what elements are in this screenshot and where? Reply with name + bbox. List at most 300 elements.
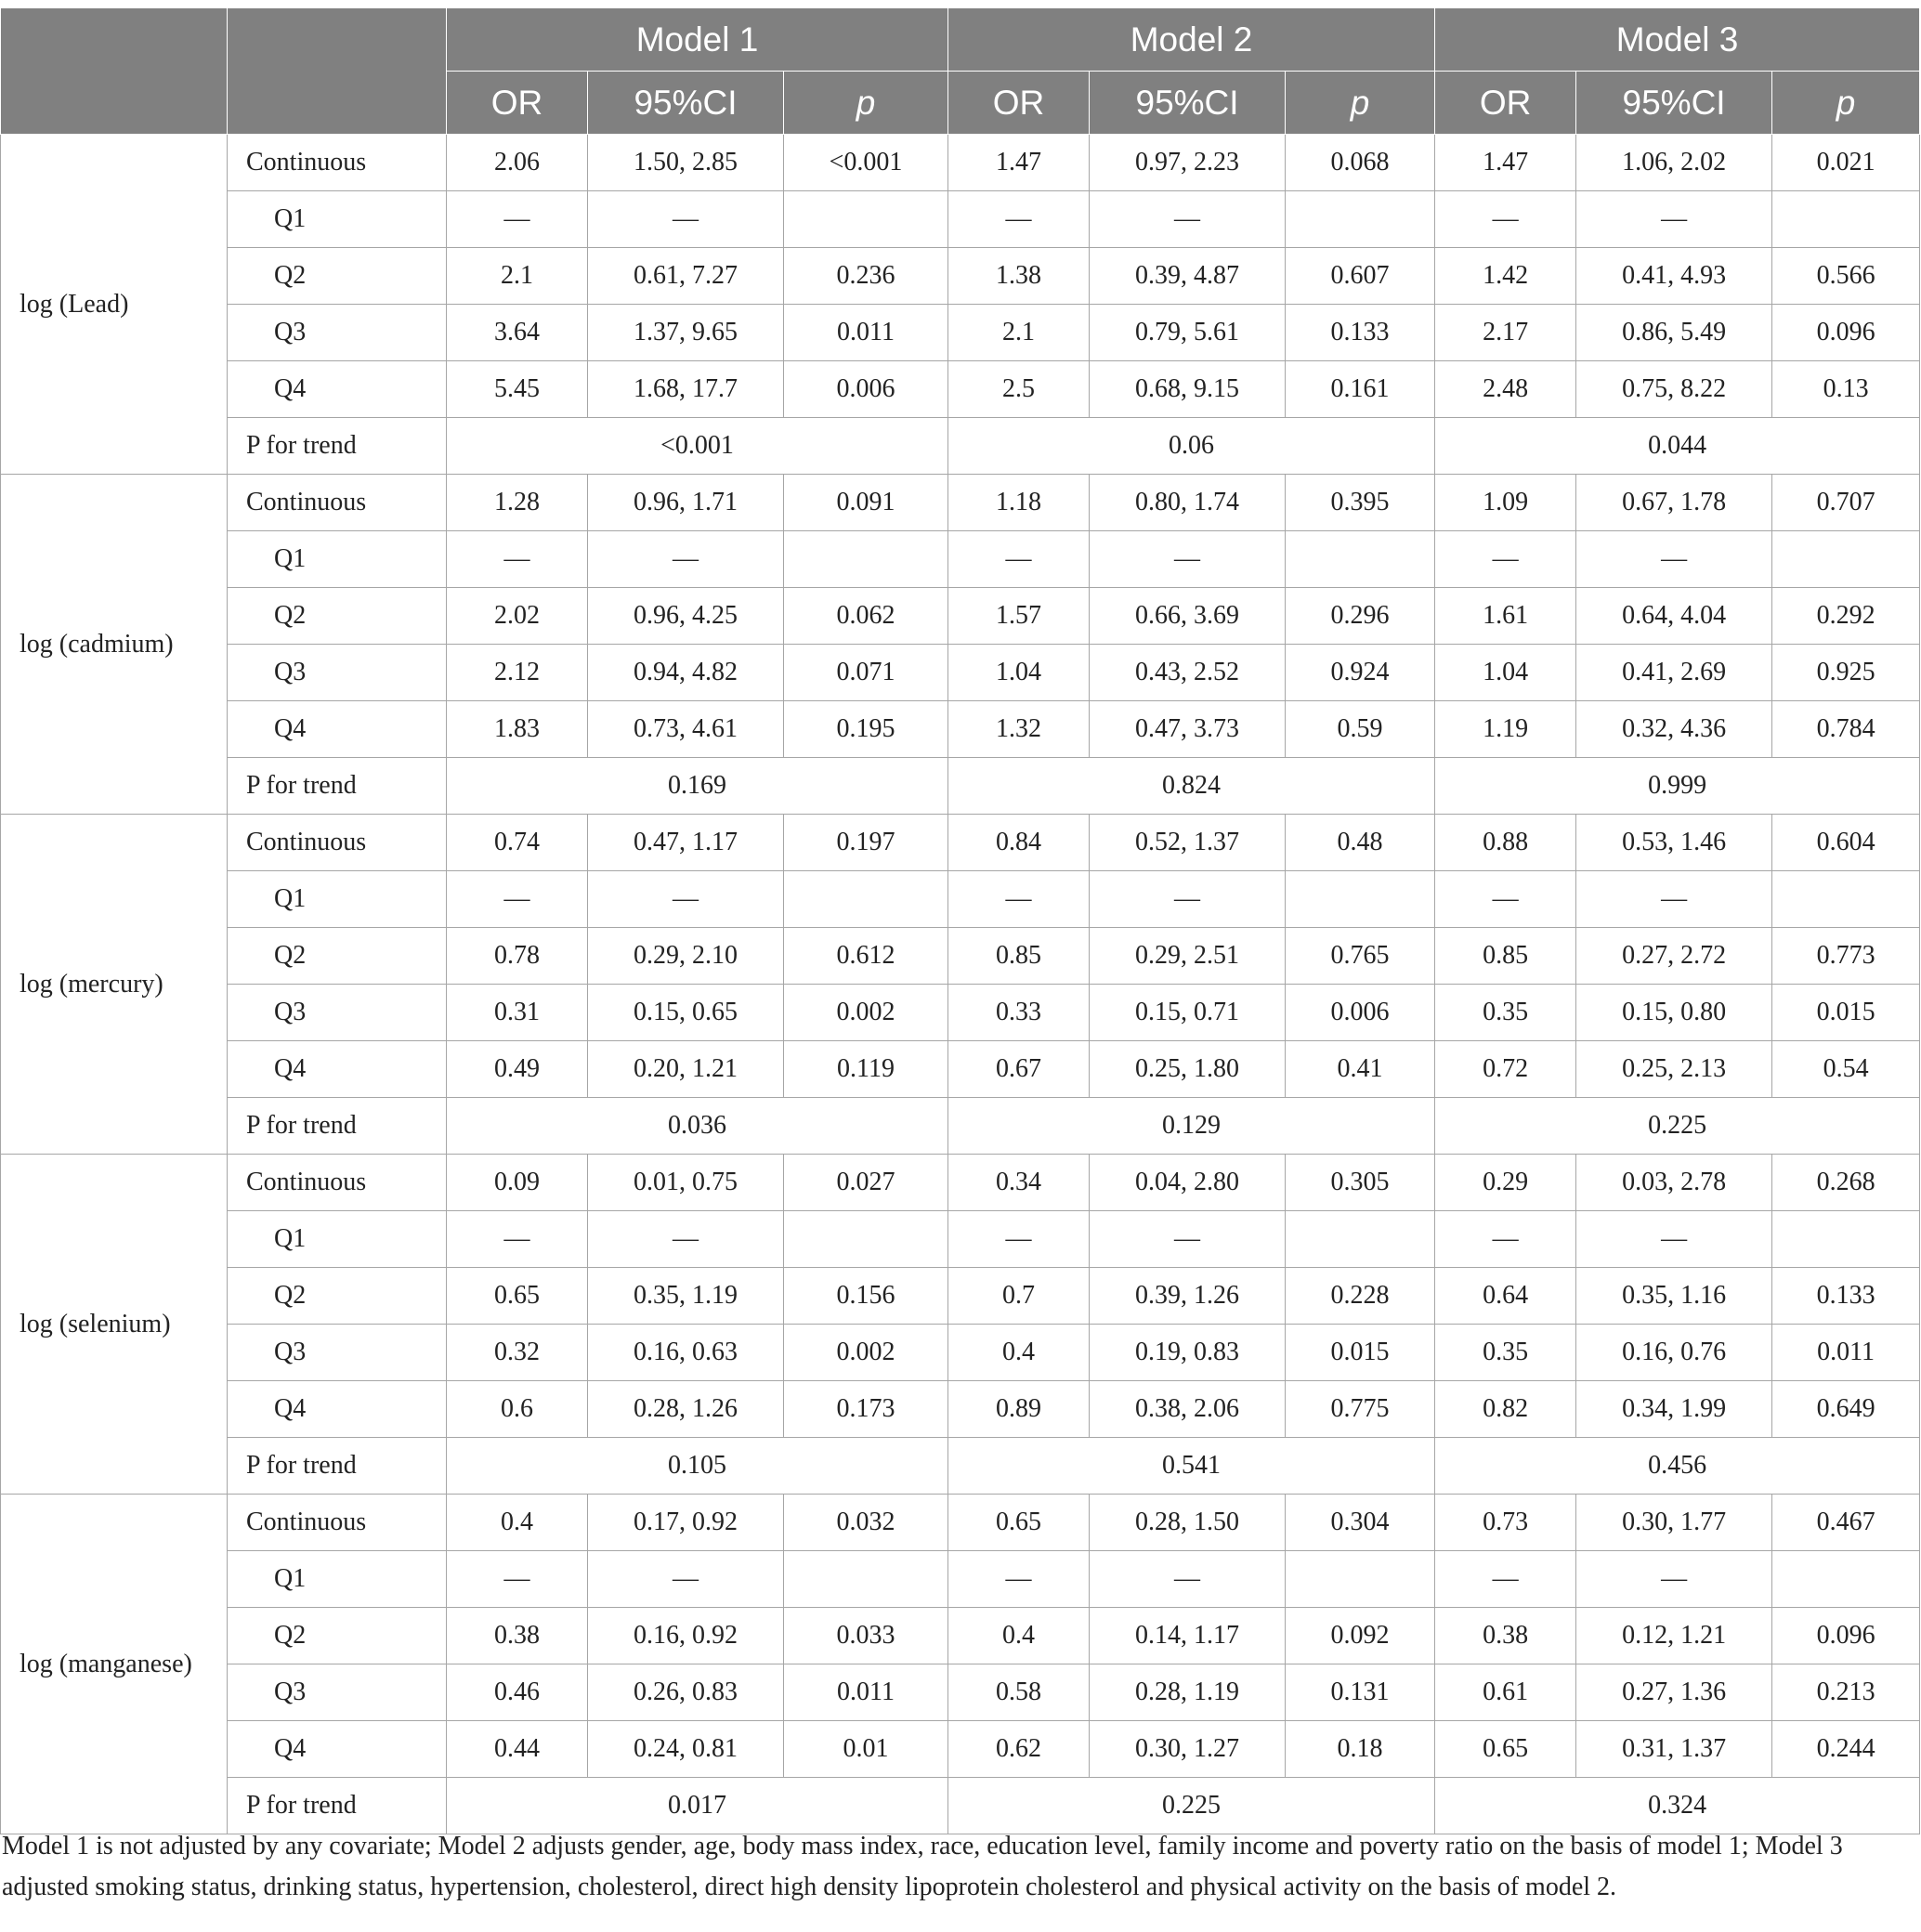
m3-p-cell	[1772, 531, 1920, 588]
trend-value-model-3: 0.225	[1435, 1098, 1920, 1155]
row-label-cell: Q4	[228, 701, 447, 758]
m2-p-cell: 0.068	[1286, 135, 1435, 191]
table-row	[1, 135, 1920, 191]
table-row	[1, 1211, 1920, 1268]
m2-ci-cell: 0.14, 1.17	[1090, 1608, 1286, 1664]
row-label-cell: Continuous	[228, 475, 447, 531]
trend-row	[1, 1438, 1920, 1495]
row-label-cell: Q2	[228, 1608, 447, 1664]
header-model-2: Model 2	[948, 8, 1435, 72]
trend-value-model-3: 0.324	[1435, 1778, 1920, 1834]
table-row	[1, 531, 1920, 588]
m2-p-cell: 0.015	[1286, 1325, 1435, 1381]
m2-or-cell: 2.1	[948, 305, 1090, 361]
table-row	[1, 1664, 1920, 1721]
variable-name-cell: log (selenium)	[1, 1155, 228, 1495]
header-m1-ci: 95%CI	[588, 72, 784, 135]
m2-or-cell: 0.62	[948, 1721, 1090, 1778]
m3-p-cell: 0.773	[1772, 928, 1920, 985]
table-row	[1, 701, 1920, 758]
trend-value-model-2: 0.824	[948, 758, 1435, 815]
header-m3-ci: 95%CI	[1576, 72, 1772, 135]
m1-p-cell	[784, 191, 948, 248]
m3-or-cell: —	[1435, 1211, 1576, 1268]
m3-ci-cell: 0.86, 5.49	[1576, 305, 1772, 361]
row-label-cell: Q4	[228, 1041, 447, 1098]
m2-or-cell: 0.65	[948, 1495, 1090, 1551]
m1-p-cell: 0.006	[784, 361, 948, 418]
m3-ci-cell: 0.12, 1.21	[1576, 1608, 1772, 1664]
m2-p-cell: 0.607	[1286, 248, 1435, 305]
trend-value-model-2: 0.129	[948, 1098, 1435, 1155]
m2-ci-cell: 0.15, 0.71	[1090, 985, 1286, 1041]
m1-or-cell: 5.45	[447, 361, 588, 418]
table-row	[1, 645, 1920, 701]
m1-ci-cell: 1.50, 2.85	[588, 135, 784, 191]
m2-or-cell: 0.84	[948, 815, 1090, 871]
m3-ci-cell: 0.16, 0.76	[1576, 1325, 1772, 1381]
m2-p-cell: 0.305	[1286, 1155, 1435, 1211]
table-footnote: Model 1 is not adjusted by any covariate; Model 2 adjusts gender, age, body mass index, race, education level, family income and poverty ratio on the basis of model 1; Model 3 adjusted smoking status, drinking status, hypertension, cholesterol, direct high density lipoprotein cholesterol and physical activity on the basis of model 2.	[2, 1832, 1843, 1901]
m3-p-cell: 0.133	[1772, 1268, 1920, 1325]
header-m1-or: OR	[447, 72, 588, 135]
trend-value-model-1: 0.017	[447, 1778, 948, 1834]
results-table-container	[0, 7, 1921, 1834]
m3-or-cell: 1.47	[1435, 135, 1576, 191]
trend-value-model-3: 0.044	[1435, 418, 1920, 475]
m1-or-cell: —	[447, 531, 588, 588]
m2-ci-cell: 0.19, 0.83	[1090, 1325, 1286, 1381]
m2-ci-cell: 0.97, 2.23	[1090, 135, 1286, 191]
m3-p-cell: 0.925	[1772, 645, 1920, 701]
m2-ci-cell: 0.04, 2.80	[1090, 1155, 1286, 1211]
trend-row	[1, 1098, 1920, 1155]
m2-ci-cell: 0.80, 1.74	[1090, 475, 1286, 531]
m1-ci-cell: 0.73, 4.61	[588, 701, 784, 758]
m1-ci-cell: 0.17, 0.92	[588, 1495, 784, 1551]
row-label-cell: Q1	[228, 531, 447, 588]
m3-or-cell: —	[1435, 531, 1576, 588]
m1-or-cell: 0.31	[447, 985, 588, 1041]
m2-p-cell: 0.48	[1286, 815, 1435, 871]
m3-or-cell: 0.73	[1435, 1495, 1576, 1551]
m1-or-cell: 2.02	[447, 588, 588, 645]
m2-p-cell: 0.395	[1286, 475, 1435, 531]
m1-or-cell: 0.78	[447, 928, 588, 985]
m3-ci-cell: 0.31, 1.37	[1576, 1721, 1772, 1778]
m1-p-cell: 0.01	[784, 1721, 948, 1778]
row-label-cell: Q3	[228, 1325, 447, 1381]
table-row	[1, 1325, 1920, 1381]
m2-ci-cell: 0.43, 2.52	[1090, 645, 1286, 701]
m1-ci-cell: —	[588, 531, 784, 588]
row-label-cell: Q3	[228, 985, 447, 1041]
row-label-cell: Q4	[228, 361, 447, 418]
m2-p-cell: 0.59	[1286, 701, 1435, 758]
m3-p-cell: 0.268	[1772, 1155, 1920, 1211]
m2-p-cell: 0.133	[1286, 305, 1435, 361]
m3-ci-cell: 0.64, 4.04	[1576, 588, 1772, 645]
m1-p-cell	[784, 531, 948, 588]
trend-value-model-1: 0.105	[447, 1438, 948, 1495]
trend-label-cell: P for trend	[228, 1098, 447, 1155]
m2-p-cell: 0.924	[1286, 645, 1435, 701]
m2-ci-cell: 0.28, 1.19	[1090, 1664, 1286, 1721]
m3-ci-cell: 0.34, 1.99	[1576, 1381, 1772, 1438]
m2-or-cell: 2.5	[948, 361, 1090, 418]
table-row	[1, 871, 1920, 928]
m1-p-cell: 0.002	[784, 985, 948, 1041]
m1-p-cell: 0.612	[784, 928, 948, 985]
m3-or-cell: —	[1435, 871, 1576, 928]
m2-ci-cell: 0.39, 1.26	[1090, 1268, 1286, 1325]
m2-or-cell: 0.89	[948, 1381, 1090, 1438]
m1-or-cell: —	[447, 871, 588, 928]
m2-or-cell: —	[948, 191, 1090, 248]
m3-ci-cell: 1.06, 2.02	[1576, 135, 1772, 191]
m1-ci-cell: 0.16, 0.63	[588, 1325, 784, 1381]
m3-ci-cell: —	[1576, 191, 1772, 248]
table-row	[1, 1268, 1920, 1325]
m2-ci-cell: 0.30, 1.27	[1090, 1721, 1286, 1778]
header-model-1: Model 1	[447, 8, 948, 72]
m3-ci-cell: —	[1576, 871, 1772, 928]
m1-ci-cell: 0.29, 2.10	[588, 928, 784, 985]
m2-or-cell: 0.7	[948, 1268, 1090, 1325]
m1-ci-cell: 0.15, 0.65	[588, 985, 784, 1041]
m3-p-cell: 0.244	[1772, 1721, 1920, 1778]
m2-or-cell: 1.57	[948, 588, 1090, 645]
m2-p-cell: 0.006	[1286, 985, 1435, 1041]
row-label-cell: Q2	[228, 928, 447, 985]
m3-p-cell: 0.096	[1772, 305, 1920, 361]
m3-ci-cell: 0.53, 1.46	[1576, 815, 1772, 871]
m2-ci-cell: 0.68, 9.15	[1090, 361, 1286, 418]
m2-ci-cell: —	[1090, 1551, 1286, 1608]
m2-p-cell: 0.131	[1286, 1664, 1435, 1721]
table-row	[1, 305, 1920, 361]
m3-ci-cell: —	[1576, 1551, 1772, 1608]
results-table	[0, 7, 1920, 1834]
trend-value-model-2: 0.225	[948, 1778, 1435, 1834]
trend-value-model-2: 0.06	[948, 418, 1435, 475]
m3-p-cell: 0.011	[1772, 1325, 1920, 1381]
m3-p-cell: 0.784	[1772, 701, 1920, 758]
row-label-cell: Continuous	[228, 135, 447, 191]
row-label-cell: Q3	[228, 1664, 447, 1721]
table-row	[1, 985, 1920, 1041]
table-row	[1, 928, 1920, 985]
trend-row	[1, 758, 1920, 815]
m1-p-cell: <0.001	[784, 135, 948, 191]
m1-or-cell: 0.44	[447, 1721, 588, 1778]
m2-ci-cell: 0.28, 1.50	[1090, 1495, 1286, 1551]
table-row	[1, 1155, 1920, 1211]
row-label-cell: Continuous	[228, 1495, 447, 1551]
m3-or-cell: 0.64	[1435, 1268, 1576, 1325]
m2-ci-cell: 0.29, 2.51	[1090, 928, 1286, 985]
m3-or-cell: 1.09	[1435, 475, 1576, 531]
m1-or-cell: —	[447, 1211, 588, 1268]
m1-ci-cell: —	[588, 191, 784, 248]
trend-label-cell: P for trend	[228, 1778, 447, 1834]
m3-ci-cell: —	[1576, 1211, 1772, 1268]
table-row	[1, 1608, 1920, 1664]
m1-p-cell	[784, 1551, 948, 1608]
table-row	[1, 475, 1920, 531]
m3-ci-cell: 0.75, 8.22	[1576, 361, 1772, 418]
m1-p-cell: 0.197	[784, 815, 948, 871]
m1-p-cell: 0.027	[784, 1155, 948, 1211]
m1-or-cell: 0.74	[447, 815, 588, 871]
trend-label-cell: P for trend	[228, 1438, 447, 1495]
m2-p-cell: 0.304	[1286, 1495, 1435, 1551]
m1-or-cell: 0.09	[447, 1155, 588, 1211]
table-row	[1, 1381, 1920, 1438]
row-label-cell: Q1	[228, 191, 447, 248]
m3-ci-cell: —	[1576, 531, 1772, 588]
table-row	[1, 361, 1920, 418]
model-header-row	[1, 8, 1920, 72]
m2-p-cell: 0.18	[1286, 1721, 1435, 1778]
m2-or-cell: 0.4	[948, 1608, 1090, 1664]
m3-or-cell: 1.61	[1435, 588, 1576, 645]
table-header	[1, 8, 1920, 135]
m2-or-cell: —	[948, 1211, 1090, 1268]
m3-p-cell: 0.096	[1772, 1608, 1920, 1664]
m1-p-cell: 0.195	[784, 701, 948, 758]
m3-p-cell: 0.467	[1772, 1495, 1920, 1551]
m2-p-cell: 0.161	[1286, 361, 1435, 418]
m1-p-cell: 0.011	[784, 305, 948, 361]
m1-ci-cell: —	[588, 871, 784, 928]
m1-or-cell: 0.38	[447, 1608, 588, 1664]
m2-ci-cell: 0.52, 1.37	[1090, 815, 1286, 871]
m1-ci-cell: 0.16, 0.92	[588, 1608, 784, 1664]
trend-value-model-1: 0.036	[447, 1098, 948, 1155]
m3-or-cell: 0.72	[1435, 1041, 1576, 1098]
m1-ci-cell: 0.26, 0.83	[588, 1664, 784, 1721]
m3-p-cell	[1772, 191, 1920, 248]
m2-p-cell	[1286, 1551, 1435, 1608]
m1-p-cell: 0.062	[784, 588, 948, 645]
table-row	[1, 1721, 1920, 1778]
m1-p-cell: 0.071	[784, 645, 948, 701]
trend-label-cell: P for trend	[228, 758, 447, 815]
m3-p-cell: 0.213	[1772, 1664, 1920, 1721]
m2-or-cell: —	[948, 871, 1090, 928]
m3-ci-cell: 0.67, 1.78	[1576, 475, 1772, 531]
m1-p-cell: 0.032	[784, 1495, 948, 1551]
m3-p-cell	[1772, 871, 1920, 928]
m3-or-cell: 0.35	[1435, 1325, 1576, 1381]
m2-p-cell: 0.092	[1286, 1608, 1435, 1664]
row-label-cell: Q3	[228, 305, 447, 361]
m1-ci-cell: 1.37, 9.65	[588, 305, 784, 361]
m3-or-cell: 0.38	[1435, 1608, 1576, 1664]
variable-name-cell: log (manganese)	[1, 1495, 228, 1834]
m3-p-cell: 0.707	[1772, 475, 1920, 531]
m2-or-cell: 0.34	[948, 1155, 1090, 1211]
m2-p-cell: 0.41	[1286, 1041, 1435, 1098]
row-label-cell: Continuous	[228, 1155, 447, 1211]
m1-or-cell: 0.49	[447, 1041, 588, 1098]
m3-or-cell: 0.61	[1435, 1664, 1576, 1721]
m3-or-cell: —	[1435, 191, 1576, 248]
m1-p-cell: 0.011	[784, 1664, 948, 1721]
m2-or-cell: 0.33	[948, 985, 1090, 1041]
m3-p-cell: 0.604	[1772, 815, 1920, 871]
row-label-cell: Q1	[228, 1551, 447, 1608]
m3-ci-cell: 0.27, 2.72	[1576, 928, 1772, 985]
variable-name-cell: log (cadmium)	[1, 475, 228, 815]
m3-or-cell: 1.19	[1435, 701, 1576, 758]
m2-p-cell	[1286, 871, 1435, 928]
m1-or-cell: 1.83	[447, 701, 588, 758]
m1-or-cell: 0.4	[447, 1495, 588, 1551]
m3-ci-cell: 0.35, 1.16	[1576, 1268, 1772, 1325]
m2-or-cell: 0.58	[948, 1664, 1090, 1721]
m3-ci-cell: 0.41, 4.93	[1576, 248, 1772, 305]
header-m3-or: OR	[1435, 72, 1576, 135]
m2-or-cell: 1.18	[948, 475, 1090, 531]
m1-ci-cell: 0.20, 1.21	[588, 1041, 784, 1098]
m1-or-cell: 0.65	[447, 1268, 588, 1325]
trend-value-model-1: <0.001	[447, 418, 948, 475]
m1-or-cell: —	[447, 1551, 588, 1608]
m3-or-cell: 0.65	[1435, 1721, 1576, 1778]
m3-p-cell: 0.13	[1772, 361, 1920, 418]
m1-or-cell: 0.6	[447, 1381, 588, 1438]
m2-ci-cell: 0.39, 4.87	[1090, 248, 1286, 305]
m3-or-cell: 0.82	[1435, 1381, 1576, 1438]
m2-or-cell: 1.38	[948, 248, 1090, 305]
m3-or-cell: 0.29	[1435, 1155, 1576, 1211]
m1-ci-cell: 0.96, 4.25	[588, 588, 784, 645]
m2-ci-cell: 0.79, 5.61	[1090, 305, 1286, 361]
m1-ci-cell: 0.24, 0.81	[588, 1721, 784, 1778]
variable-name-cell: log (Lead)	[1, 135, 228, 475]
m2-or-cell: 0.85	[948, 928, 1090, 985]
m3-or-cell: 0.88	[1435, 815, 1576, 871]
m2-p-cell	[1286, 1211, 1435, 1268]
header-m3-p: p	[1772, 72, 1920, 135]
m2-or-cell: 0.67	[948, 1041, 1090, 1098]
m3-or-cell: 1.42	[1435, 248, 1576, 305]
table-body	[1, 135, 1920, 1834]
m1-ci-cell: —	[588, 1551, 784, 1608]
m2-ci-cell: 0.38, 2.06	[1090, 1381, 1286, 1438]
m2-or-cell: 0.4	[948, 1325, 1090, 1381]
m2-or-cell: 1.32	[948, 701, 1090, 758]
m1-or-cell: 2.1	[447, 248, 588, 305]
m3-ci-cell: 0.30, 1.77	[1576, 1495, 1772, 1551]
table-row	[1, 588, 1920, 645]
m1-ci-cell: 0.47, 1.17	[588, 815, 784, 871]
m2-ci-cell: —	[1090, 1211, 1286, 1268]
m3-ci-cell: 0.03, 2.78	[1576, 1155, 1772, 1211]
header-m2-or: OR	[948, 72, 1090, 135]
table-row	[1, 191, 1920, 248]
header-m2-ci: 95%CI	[1090, 72, 1286, 135]
m3-ci-cell: 0.27, 1.36	[1576, 1664, 1772, 1721]
m1-or-cell: 0.32	[447, 1325, 588, 1381]
table-row	[1, 1041, 1920, 1098]
m1-p-cell: 0.002	[784, 1325, 948, 1381]
m1-ci-cell: 0.96, 1.71	[588, 475, 784, 531]
m3-p-cell: 0.292	[1772, 588, 1920, 645]
m2-p-cell: 0.775	[1286, 1381, 1435, 1438]
table-row	[1, 815, 1920, 871]
m2-p-cell: 0.228	[1286, 1268, 1435, 1325]
m2-ci-cell: —	[1090, 531, 1286, 588]
m1-or-cell: 3.64	[447, 305, 588, 361]
row-label-cell: Continuous	[228, 815, 447, 871]
m2-or-cell: 1.47	[948, 135, 1090, 191]
m1-ci-cell: 1.68, 17.7	[588, 361, 784, 418]
m1-p-cell	[784, 871, 948, 928]
m2-ci-cell: —	[1090, 191, 1286, 248]
row-label-cell: Q3	[228, 645, 447, 701]
row-label-cell: Q1	[228, 1211, 447, 1268]
m3-p-cell: 0.021	[1772, 135, 1920, 191]
trend-value-model-3: 0.999	[1435, 758, 1920, 815]
m2-or-cell: —	[948, 531, 1090, 588]
m2-ci-cell: 0.66, 3.69	[1090, 588, 1286, 645]
m3-p-cell	[1772, 1551, 1920, 1608]
row-label-cell: Q4	[228, 1721, 447, 1778]
m2-ci-cell: 0.25, 1.80	[1090, 1041, 1286, 1098]
m3-p-cell	[1772, 1211, 1920, 1268]
m3-or-cell: 2.48	[1435, 361, 1576, 418]
m3-or-cell: 0.35	[1435, 985, 1576, 1041]
row-label-cell: Q2	[228, 1268, 447, 1325]
m1-p-cell	[784, 1211, 948, 1268]
header-blank-variable	[1, 8, 228, 135]
m1-or-cell: 0.46	[447, 1664, 588, 1721]
m2-or-cell: 1.04	[948, 645, 1090, 701]
m3-or-cell: 0.85	[1435, 928, 1576, 985]
m3-p-cell: 0.54	[1772, 1041, 1920, 1098]
m1-or-cell: —	[447, 191, 588, 248]
trend-row	[1, 418, 1920, 475]
header-m2-p: p	[1286, 72, 1435, 135]
row-label-cell: Q2	[228, 248, 447, 305]
m1-p-cell: 0.119	[784, 1041, 948, 1098]
trend-label-cell: P for trend	[228, 418, 447, 475]
m3-p-cell: 0.015	[1772, 985, 1920, 1041]
m1-ci-cell: —	[588, 1211, 784, 1268]
trend-value-model-2: 0.541	[948, 1438, 1435, 1495]
m3-or-cell: 2.17	[1435, 305, 1576, 361]
m1-p-cell: 0.236	[784, 248, 948, 305]
trend-value-model-1: 0.169	[447, 758, 948, 815]
m3-ci-cell: 0.15, 0.80	[1576, 985, 1772, 1041]
row-label-cell: Q1	[228, 871, 447, 928]
header-m1-p: p	[784, 72, 948, 135]
row-label-cell: Q4	[228, 1381, 447, 1438]
m2-or-cell: —	[948, 1551, 1090, 1608]
m3-p-cell: 0.566	[1772, 248, 1920, 305]
m3-ci-cell: 0.25, 2.13	[1576, 1041, 1772, 1098]
m1-ci-cell: 0.01, 0.75	[588, 1155, 784, 1211]
m1-p-cell: 0.033	[784, 1608, 948, 1664]
m3-ci-cell: 0.41, 2.69	[1576, 645, 1772, 701]
m2-p-cell: 0.765	[1286, 928, 1435, 985]
table-row	[1, 1551, 1920, 1608]
m1-p-cell: 0.156	[784, 1268, 948, 1325]
m3-ci-cell: 0.32, 4.36	[1576, 701, 1772, 758]
